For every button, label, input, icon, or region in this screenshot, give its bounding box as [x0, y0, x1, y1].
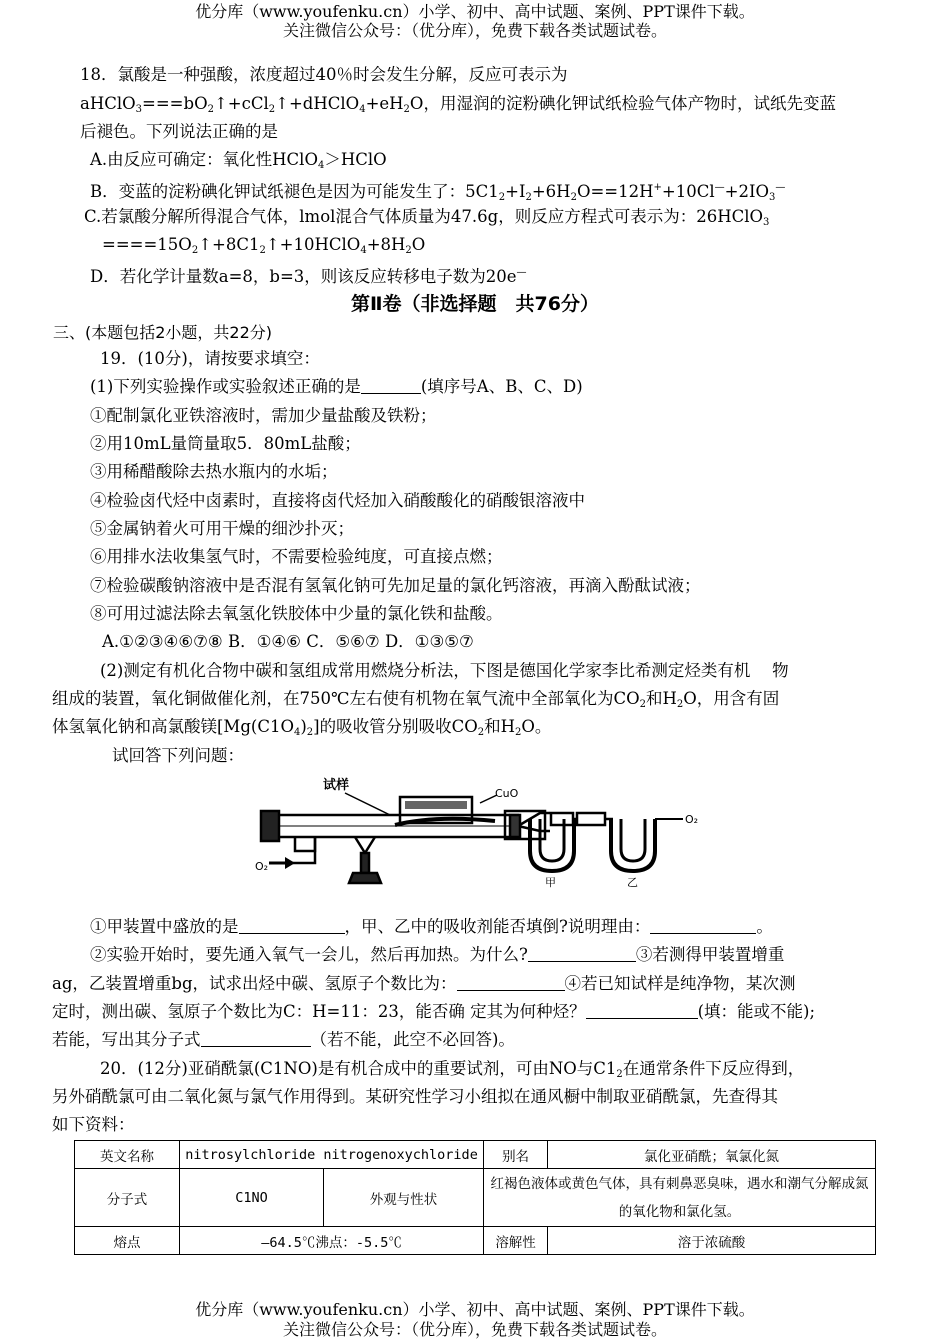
- q19-part2-line3: 体氢氧化钠和高氯酸镁$[Mg(C1O_4)_2]$的吸收管分别吸收$CO_2$和$H_2O$。: [52, 717, 552, 738]
- q19-part2-line2: 组成的装置，氧化铜做催化剂，在750℃左右使有机物在氧气流中全部氧化为$CO_2$和$H_2O$，用含有固: [52, 689, 780, 710]
- table-row: [75, 1169, 876, 1227]
- q19-subq4: 定时，测出碳、氢原子个数比为C：H=11：23，能否确 定其为何种烃？ (填：能或不能);: [52, 1002, 816, 1021]
- q19-part1-blank[interactable]: [361, 377, 421, 394]
- q19-part1: (1)下列实验操作或实验叙述正确的是 (填序号A、B、C、D): [90, 377, 583, 396]
- q20-line3: 如下资料：: [52, 1115, 135, 1134]
- q20-line2: 另外硝酰氯可由二氧化氮与氯气作用得到。某研究性学习小组拟在通风橱中制取亚硝酰氯，先查得其: [52, 1087, 778, 1106]
- q18-stem: 18．氯酸是一种强酸，浓度超过40％时会发生分解，反应可表示为: [80, 65, 568, 84]
- q19-subq3-blank[interactable]: [457, 974, 565, 991]
- nitrosyl-chloride-info-table: [74, 1140, 876, 1255]
- page-footer-line-2: 关注微信公众号：（优分库），免费下载各类试题试卷。: [282, 1320, 667, 1339]
- table-row: [75, 1227, 876, 1255]
- q19-subq5-blank[interactable]: [201, 1030, 311, 1047]
- q19-item-1: ①配制氯化亚铁溶液时，需加少量盐酸及铁粉；: [90, 406, 437, 425]
- q19-choices: A.①②③④⑥⑦⑧ B．①④⑥ C．⑤⑥⑦ D．①③⑤⑦: [102, 632, 474, 651]
- u-tube-yi: [611, 819, 655, 871]
- combustion-apparatus-figure: [255, 773, 725, 893]
- q19-subq3: ag，乙装置增重bg，试求出烃中碳、氢原子个数比为： ④若已知试样是纯净物，某次测: [52, 974, 796, 993]
- q19-subq1: ①甲装置中盛放的是 ，甲、乙中的吸收剂能否填倒?说明理由： 。: [90, 917, 773, 936]
- q19-head: 19．(10分)，请按要求填空：: [100, 349, 320, 368]
- page-header-line-2: 关注微信公众号：（优分库），免费下载各类试题试卷。: [282, 21, 667, 40]
- table-cell: 英文名称: [75, 1141, 180, 1169]
- page-header-line-1: 优分库（www.youfenku.cn）小学、初中、高中试题、案例、PPT课件下载。: [195, 2, 755, 21]
- q18-option-c: C.若氯酸分解所得混合气体，lmol混合气体质量为47.6g，则反应方程式可表示为：26HClO$_3$: [84, 207, 770, 228]
- table-cell: 红褐色液体或黄色气体，具有刺鼻恶臭味，遇水和潮气分解成氮的氧化物和氯化氢。: [484, 1169, 876, 1227]
- q19-item-3: ③用稀醋酸除去热水瓶内的水垢；: [90, 462, 338, 481]
- q19-part2-line1: (2)测定有机化合物中碳和氢组成常用燃烧分析法，下图是德国化学家李比希测定烃类有机 物: [100, 661, 789, 680]
- section3-heading: 三、(本题包括2小题，共22分): [53, 323, 273, 342]
- table-cell: 外观与性状: [324, 1169, 484, 1227]
- table-row: [75, 1141, 876, 1169]
- table-cell: 氯化亚硝酰；氧氯化氮: [548, 1141, 876, 1169]
- table-cell: 别名: [484, 1141, 548, 1169]
- q19-item-8: ⑧可用过滤法除去氧氢化铁胶体中少量的氯化铁和盐酸。: [90, 604, 503, 623]
- part2-title: 第Ⅱ卷（非选择题 共76分）: [351, 293, 599, 315]
- table-cell: 分子式: [75, 1169, 180, 1227]
- q20-line1: 20．(12分)亚硝酰氯(C1NO)是有机合成中的重要试剂，可由NO与$C1_2$在通常条件下反应得到，: [100, 1059, 805, 1080]
- label-oxygen-out: O₂: [685, 813, 699, 826]
- label-yi: 乙: [627, 876, 638, 889]
- q19-item-7: ⑦检验碳酸钠溶液中是否混有氢氧化钠可先加足量的氯化钙溶液，再滴入酚酞试液；: [90, 576, 701, 595]
- page-footer-line-1: 优分库（www.youfenku.cn）小学、初中、高中试题、案例、PPT课件下载。: [195, 1300, 755, 1319]
- q18-option-d: D．若化学计量数a=8，b=3，则该反应转移电子数为20e—: [90, 267, 527, 286]
- q19-subq2-blank[interactable]: [528, 945, 636, 962]
- q18-option-c-equation: $====15O_2↑+8C1_2↑+10HClO_4+8H_2O$: [102, 235, 426, 256]
- q19-subq5: 若能，写出其分子式 （若不能，此空不必回答)。: [52, 1030, 515, 1049]
- q19-subq1-blank2[interactable]: [650, 917, 756, 934]
- label-oxygen-in: O₂: [255, 860, 269, 873]
- q19-ask: 试回答下列问题：: [112, 746, 244, 765]
- table-cell: nitrosylchloride nitrogenoxychloride: [180, 1141, 484, 1169]
- u-tube-jia: [530, 819, 574, 871]
- q19-subq1-blank1[interactable]: [239, 917, 345, 934]
- q18-option-a: A.由反应可确定：氧化性HClO$_4$＞HClO: [90, 150, 387, 171]
- label-sample: 试样: [323, 778, 350, 793]
- label-cuo: CuO: [495, 787, 519, 800]
- table-cell: 溶解性: [484, 1227, 548, 1255]
- q19-subq4-blank[interactable]: [586, 1002, 698, 1019]
- tube-stopper: [261, 811, 279, 841]
- q18-option-b: B．变蓝的淀粉碘化钾试纸褪色是因为可能发生了：$5C1_2+I_2+6H_2O==12H^++10Cl^—+2IO_3^—$: [90, 182, 786, 203]
- q19-item-4: ④检验卤代烃中卤素时，直接将卤代烃加入硝酸酸化的硝酸银溶液中: [90, 491, 585, 510]
- q19-item-2: ②用10mL量筒量取5．80mL盐酸；: [90, 434, 361, 453]
- table-cell: 溶于浓硫酸: [548, 1227, 876, 1255]
- table-cell: 熔点: [75, 1227, 180, 1255]
- table-cell: C1NO: [180, 1169, 324, 1227]
- q19-subq2: ②实验开始时，要先通入氧气一会儿，然后再加热。为什么? ③若测得甲装置增重: [90, 945, 785, 964]
- table-cell: —64.5℃沸点：-5.5℃: [180, 1227, 484, 1255]
- q18-stem-end: 后褪色。下列说法正确的是: [80, 122, 278, 141]
- q19-item-5: ⑤金属钠着火可用干燥的细沙扑灭；: [90, 519, 354, 538]
- q18-equation: $aHClO_3===bO_2↑+cCl_2↑+dHClO_4+eH_2O$，用湿润的淀粉碘化钾试纸检验气体产物时，试纸先变蓝: [80, 94, 836, 115]
- label-jia: 甲: [545, 876, 556, 889]
- q19-item-6: ⑥用排水法收集氢气时，不需要检验纯度，可直接点燃；: [90, 547, 503, 566]
